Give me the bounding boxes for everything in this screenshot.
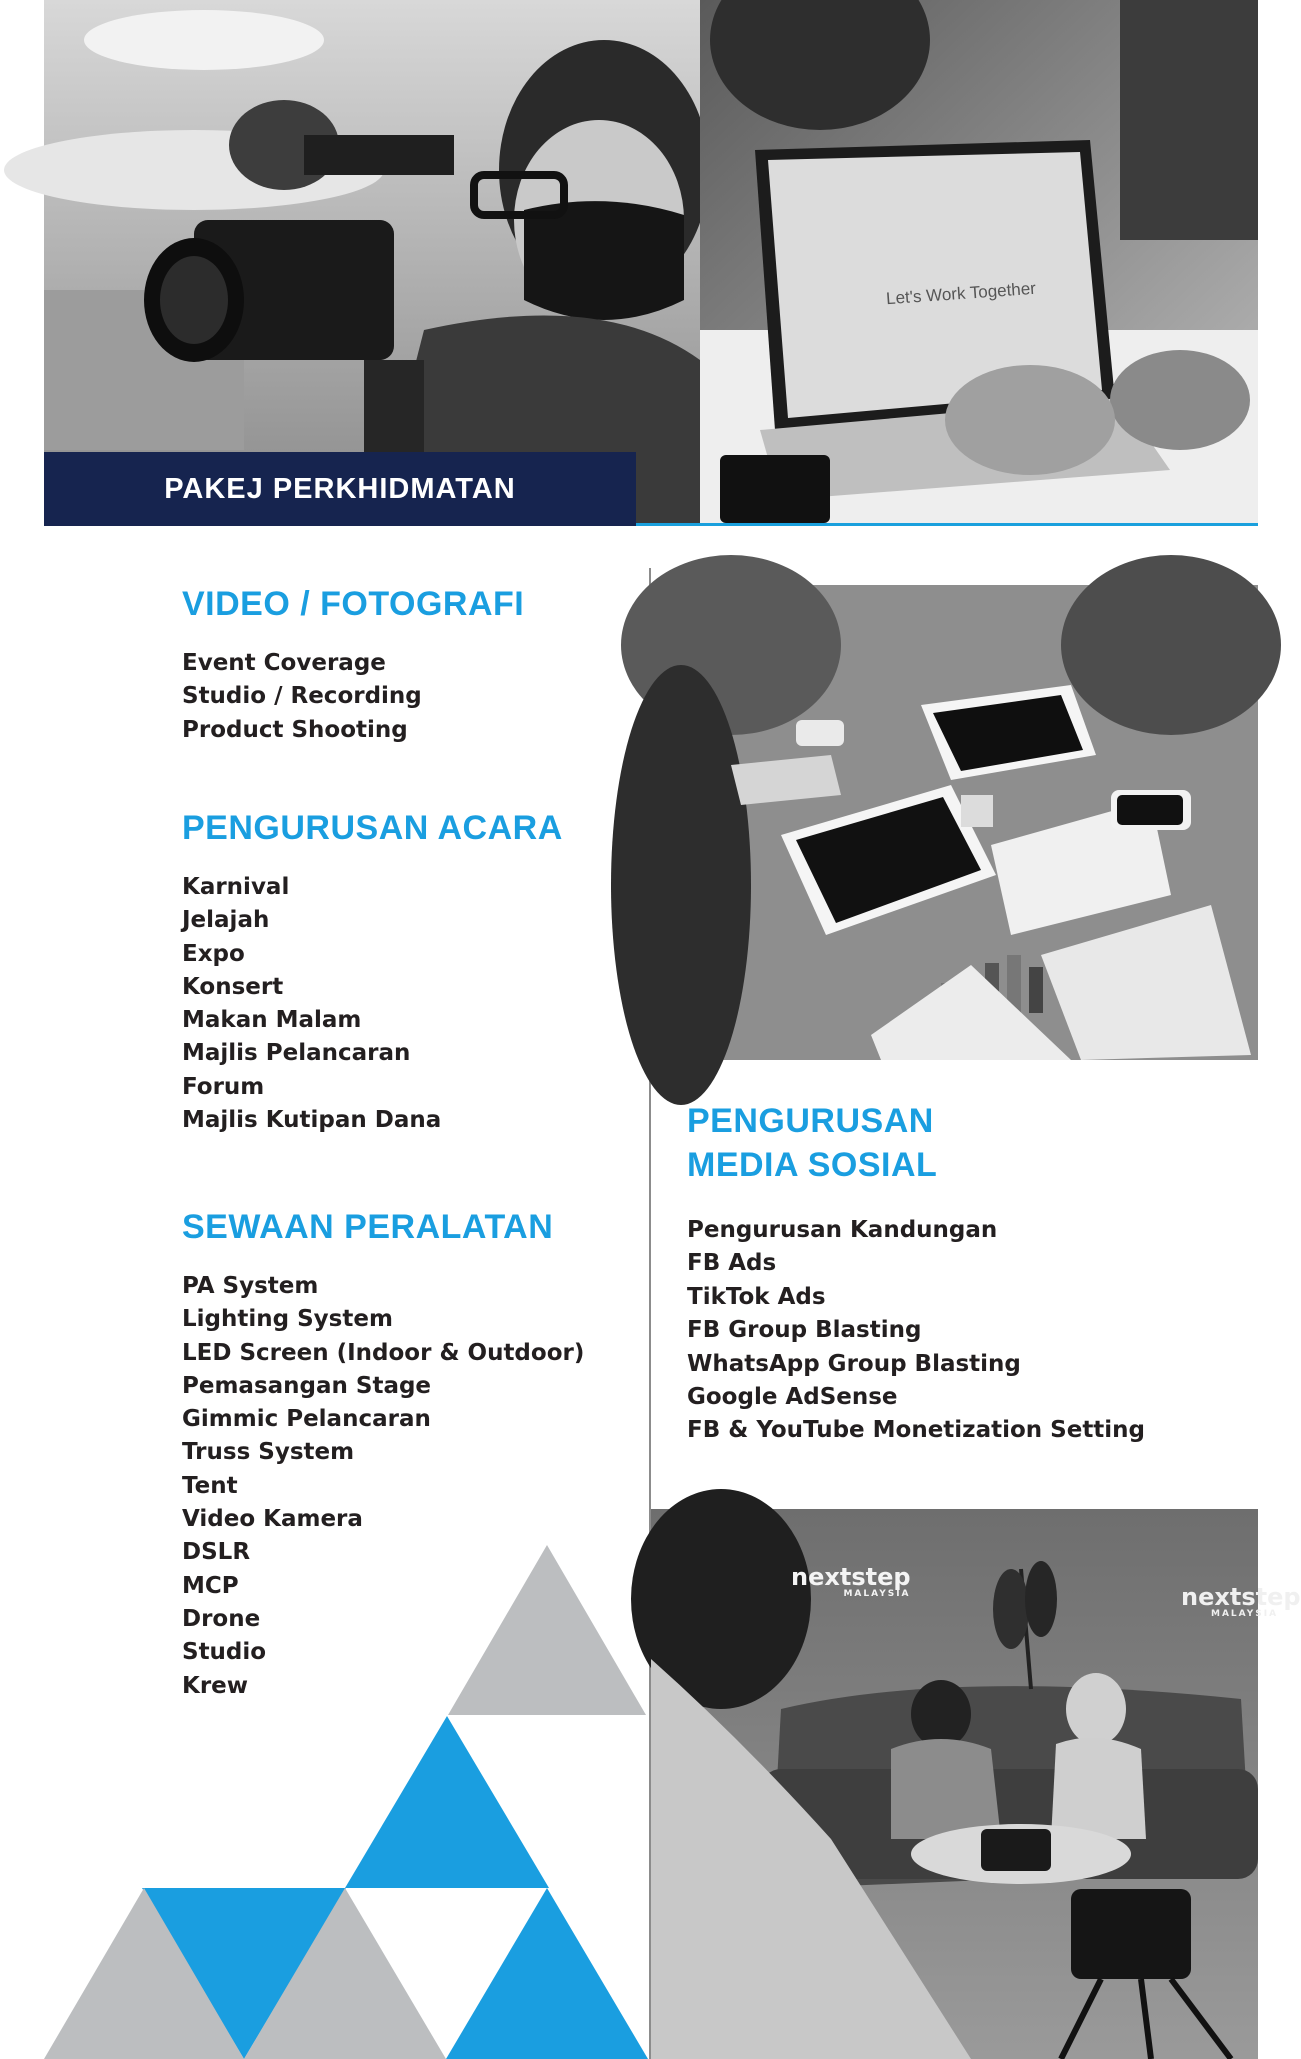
list-item: Makan Malam: [182, 1007, 362, 1034]
triangle-gray-top: [448, 1545, 646, 1715]
section-banner: [44, 452, 636, 526]
list-item: Pemasangan Stage: [182, 1372, 432, 1399]
list-item: Pengurusan Kandungan: [687, 1217, 998, 1243]
list-item: DSLR: [182, 1539, 251, 1566]
heading-pengurusan-acara: PENGURUSAN ACARA: [182, 809, 563, 847]
list-item: Gimmic Pelancaran: [182, 1406, 431, 1433]
list-item: Karnival: [182, 874, 290, 900]
list-media-sosial: [687, 1214, 1145, 1448]
list-item: FB & YouTube Monetization Setting: [687, 1417, 1146, 1444]
studio-logo-left: [791, 1565, 911, 1599]
triangle-blue-upper: [345, 1716, 549, 1888]
list-item: Majlis Pelancaran: [182, 1040, 411, 1067]
list-item: Event Coverage: [182, 650, 386, 676]
list-item: Lighting System: [182, 1306, 393, 1333]
photo-videographer: [44, 0, 700, 526]
photo-social-media-meeting: [651, 585, 1258, 1060]
heading-sewaan-peralatan: SEWAAN PERALATAN: [182, 1208, 554, 1246]
list-item: Google AdSense: [687, 1383, 898, 1410]
list-item: Tent: [182, 1472, 238, 1499]
triangle-gray-left: [44, 1888, 244, 2059]
list-item: Expo: [182, 940, 245, 967]
studio-logo-text: nextstep: [791, 1563, 911, 1591]
list-item: FB Group Blasting: [687, 1317, 922, 1344]
list-item: Majlis Kutipan Dana: [182, 1107, 442, 1134]
studio-logo-text: nextstep: [1181, 1583, 1301, 1611]
triangle-blue-right: [446, 1888, 648, 2059]
list-item: Krew: [182, 1672, 249, 1699]
list-item: Studio / Recording: [182, 683, 422, 710]
banner-accent-rule: [636, 523, 1258, 526]
list-item: Drone: [182, 1605, 261, 1632]
banner-title: PAKEJ PERKHIDMATAN: [164, 472, 516, 505]
photo-studio-recording: [651, 1509, 1301, 2059]
list-item: PA System: [182, 1273, 319, 1299]
studio-logo-right: [1181, 1585, 1301, 1619]
list-item: Studio: [182, 1639, 267, 1666]
list-pengurusan-acara: [182, 871, 441, 1137]
photo-laptop: [700, 0, 1258, 523]
heading-video-fotografi: VIDEO / FOTOGRAFI: [182, 585, 525, 623]
heading-media-sosial-line1: PENGURUSAN: [687, 1102, 934, 1140]
list-item: Product Shooting: [182, 716, 408, 743]
triangle-gray-middle: [244, 1888, 446, 2059]
list-item: TikTok Ads: [687, 1283, 826, 1310]
list-item: Konsert: [182, 973, 284, 1000]
list-item: Forum: [182, 1073, 265, 1100]
list-item: Jelajah: [182, 907, 270, 934]
list-item: Video Kamera: [182, 1506, 363, 1533]
list-video-fotografi: [182, 647, 422, 747]
list-item: LED Screen (Indoor & Outdoor): [182, 1339, 585, 1366]
list-item: MCP: [182, 1572, 239, 1599]
laptop-screen-text: Let's Work Together: [885, 278, 1037, 309]
studio-logo-sub: MALAYSIA: [1211, 1609, 1279, 1619]
list-item: Truss System: [182, 1439, 355, 1466]
heading-media-sosial-line2: MEDIA SOSIAL: [687, 1146, 938, 1184]
list-item: WhatsApp Group Blasting: [687, 1350, 1021, 1377]
list-item: FB Ads: [687, 1250, 777, 1277]
studio-logo-sub: MALAYSIA: [843, 1589, 911, 1599]
